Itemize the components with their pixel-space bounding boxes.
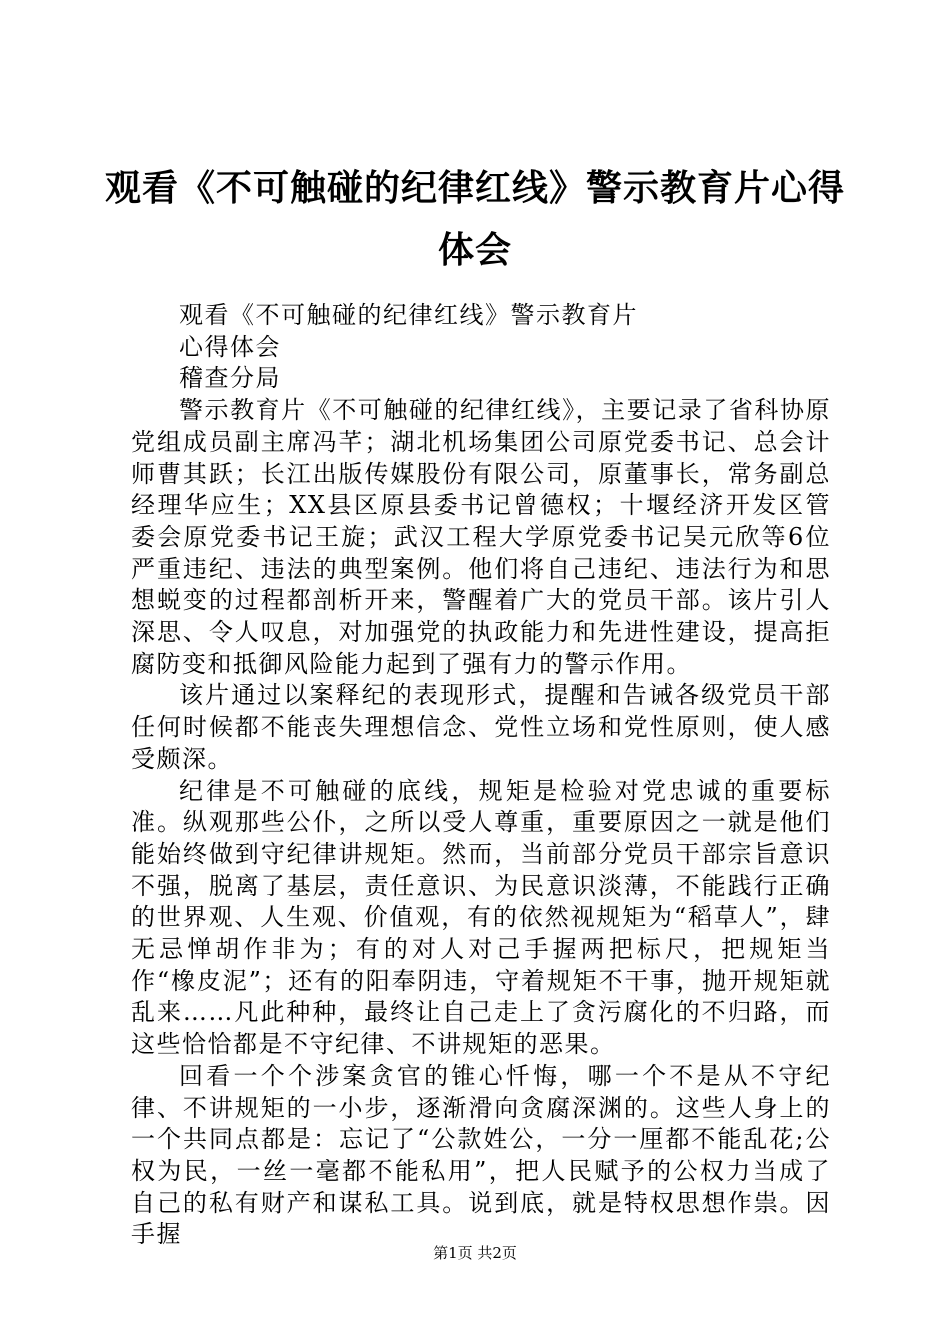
document-title: 观看《不可触碰的纪律红线》警示教育片心得体会 xyxy=(104,168,845,271)
paragraph-3: 纪律是不可触碰的底线，规矩是检验对党忠诚的重要标准。纵观那些公仆，之所以受人尊重，重要原因之一就是他们能始终做到守纪律讲规矩。然而，当前部分党员干部宗旨意识不强，脱离了基层，责任意识、为民意识淡薄，不能践行正确的世界观、人生观、价值观，有的依然视规矩为“稻草人”，肆无忌惮胡作非为；有的对人对己手握两把标尺，把规矩当作“橡皮泥”；还有的阳奉阴违，守着规矩不干事，抛开规矩就乱来……凡此种种，最终让自己走上了贪污腐化的不归路，而这些恰恰都是不守纪律、不讲规矩的恶果。 xyxy=(131,776,831,1059)
paragraph-4: 回看一个个涉案贪官的锥心忏悔，哪一个不是从不守纪律、不讲规矩的一小步，逐渐滑向贪腐深渊的。这些人身上的一个共同点都是：忘记了“公款姓公，一分一厘都不能乱花;公权为民，一丝一毫都不能私用”，把人民赋予的公权力当成了自己的私有财产和谋私工具。说到底，就是特权思想作祟。因手握 xyxy=(131,1061,831,1249)
paragraph-2: 该片通过以案释纪的表现形式，提醒和告诫各级党员干部任何时候都不能丧失理想信念、党性立场和党性原则，使人感受颇深。 xyxy=(131,681,831,773)
subtitle-line-2: 心得体会 xyxy=(179,332,281,361)
author-line: 稽查分局 xyxy=(179,364,281,393)
document-body xyxy=(131,300,831,1251)
subtitle-line-1: 观看《不可触碰的纪律红线》警示教育片 xyxy=(179,301,638,329)
page-footer: 第1页 共2页 xyxy=(433,1244,517,1262)
paragraph-1: 警示教育片《不可触碰的纪律红线》，主要记录了省科协原党组成员副主席冯芊；湖北机场集团公司原党委书记、总会计师曹其跃；长江出版传媒股份有限公司，原董事长，常务副总经理华应生；XX县区原县委书记曾德权；十堰经济开发区管委会原党委书记王旋；武汉工程大学原党委书记吴元欣等6位严重违纪、违法的典型案例。他们将自己违纪、违法行为和思想蜕变的过程都剖析开来，警醒着广大的党员干部。该片引人深思、令人叹息，对加强党的执政能力和先进性建设，提高拒腐防变和抵御风险能力起到了强有力的警示作用。 xyxy=(131,396,831,678)
